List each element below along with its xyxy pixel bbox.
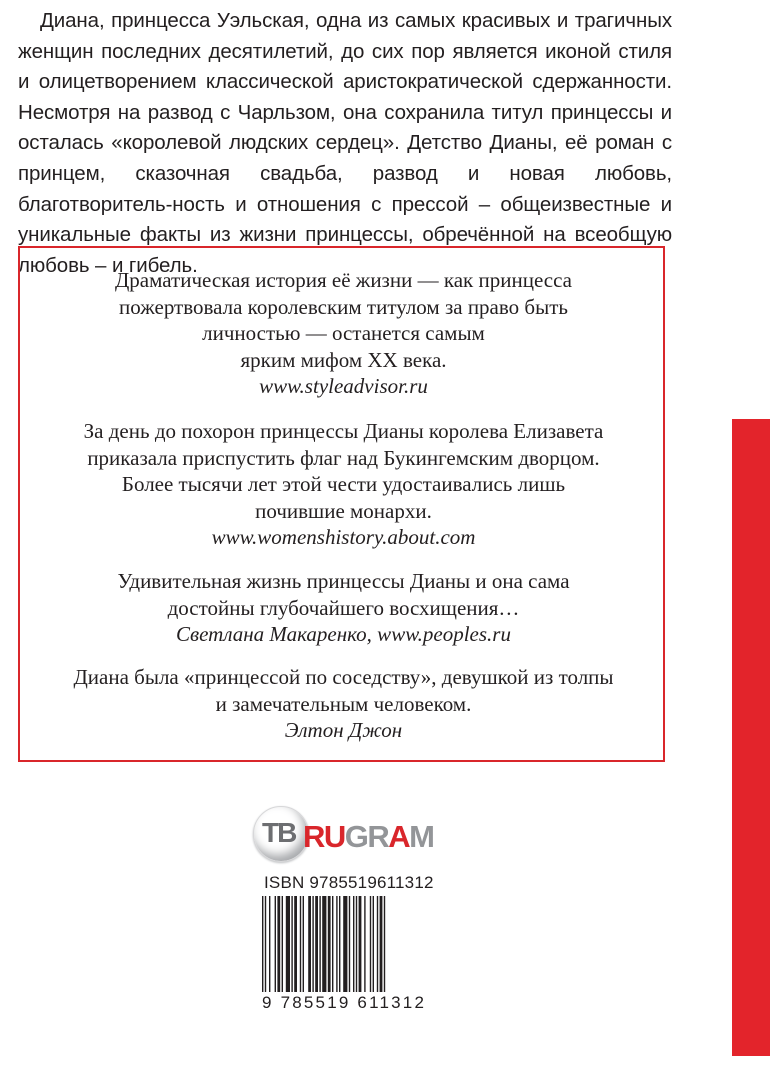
barcode-bar xyxy=(294,896,297,992)
barcode-bar xyxy=(312,896,313,992)
barcode-bar xyxy=(339,896,340,992)
barcode-bar xyxy=(319,896,320,992)
barcode-bar xyxy=(308,896,311,992)
quote-line: ярким мифом XX века. xyxy=(240,347,447,372)
barcode-bar xyxy=(300,896,301,992)
barcode-bar xyxy=(303,896,304,992)
barcode-bar xyxy=(332,896,333,992)
review-quote-3 xyxy=(20,568,667,648)
quote-source: Светлана Макаренко, www.peoples.ru xyxy=(176,622,511,646)
red-side-stripe xyxy=(732,419,770,1056)
quote-line: Более тысячи лет этой чести удостаивались лишь xyxy=(121,472,566,496)
barcode-bar xyxy=(286,896,290,992)
quote-line: пожертвовала королевским титулом за право быть xyxy=(119,294,568,319)
quote-source: Элтон Джон xyxy=(284,718,403,742)
barcode-bar xyxy=(377,896,378,992)
barcode-bar xyxy=(349,896,350,992)
barcode-bar xyxy=(262,896,263,992)
barcode-bar xyxy=(282,896,283,992)
quote-line: личностью — останется самым xyxy=(202,321,485,345)
quote-line: достойны глубочайшего восхищения… xyxy=(167,595,520,620)
barcode-bar xyxy=(343,896,347,992)
review-quote-2 xyxy=(20,418,667,551)
barcode-bar xyxy=(315,896,318,992)
barcode-bar xyxy=(380,896,383,992)
barcode-digits: 9 785519 611312 xyxy=(262,993,427,1012)
quote-line: и замечательным человеком. xyxy=(215,691,472,716)
barcode-bar xyxy=(384,896,385,992)
logo-wordmark xyxy=(303,819,434,855)
logo-part-ru: RU xyxy=(303,819,345,854)
logo-circle-icon xyxy=(253,806,309,862)
logo-mark: TB xyxy=(262,817,296,848)
barcode-bar xyxy=(364,896,365,992)
back-cover-description: Диана, принцесса Уэльская, одна из самых красивых и трагичных женщин последних десятилетий, до сих пор является иконой стиля и олицетворением классической аристократической сдержанности. Несмотря на развод с Чарльзом, она сохранила титул принцессы и осталась «королевой людских сердец». Детство Дианы, её роман с принцем, сказочная свадьба, развод и новая любовь, благотворитель-ность и отношения с прессой – общеизвестные и уникальные факты из жизни принцессы, обречённой на всеобщую любовь – и гибель. xyxy=(18,9,672,277)
barcode-bar xyxy=(353,896,354,992)
review-quote-1 xyxy=(20,267,667,400)
isbn-label: ISBN 9785519611312 xyxy=(264,873,434,892)
barcode-bar xyxy=(359,896,362,992)
quote-line: Драматическая история её жизни — как принцесса xyxy=(114,268,573,292)
barcode-bar xyxy=(336,896,337,992)
logo-part-gr: GR xyxy=(344,819,389,854)
barcode-bar xyxy=(269,896,270,992)
barcode-bar xyxy=(291,896,292,992)
review-quote-4 xyxy=(20,664,667,744)
barcode-bar xyxy=(370,896,371,992)
barcode xyxy=(262,896,436,992)
quote-line: Диана была «принцессой по соседству», девушкой из толпы xyxy=(73,665,614,689)
quote-line: почившие монархи. xyxy=(255,498,432,523)
barcode-bar xyxy=(356,896,357,992)
reviews-box xyxy=(18,246,665,762)
logo-part-a: A xyxy=(388,819,410,854)
quote-source: www.styleadvisor.ru xyxy=(259,374,428,398)
barcode-bar xyxy=(277,896,280,992)
quote-line: приказала приспустить флаг над Букингемским дворцом. xyxy=(87,445,600,470)
barcode-bar xyxy=(373,896,374,992)
barcode-bar xyxy=(265,896,266,992)
logo-part-m: M xyxy=(409,819,434,854)
quote-line: За день до похорон принцессы Дианы королева Елизавета xyxy=(83,419,604,443)
publisher-logo xyxy=(253,806,433,862)
barcode-bar xyxy=(322,896,326,992)
quote-line: Удивительная жизнь принцессы Дианы и она сама xyxy=(117,569,570,593)
quote-source: www.womenshistory.about.com xyxy=(211,525,476,549)
barcode-bar xyxy=(328,896,331,992)
barcode-bar xyxy=(275,896,276,992)
